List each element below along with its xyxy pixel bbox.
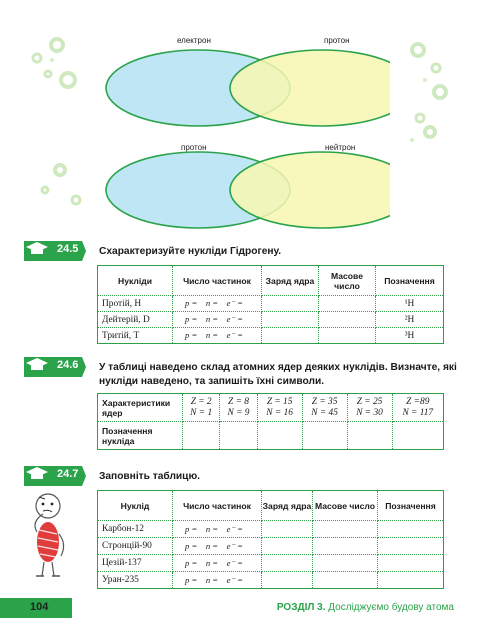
- thinking-character-illustration: [22, 492, 80, 582]
- header-symbol: Позначення: [376, 266, 444, 296]
- answer-cell[interactable]: [220, 422, 257, 450]
- row-particles: p = n = e⁻ =: [173, 296, 262, 312]
- section-title: [277, 602, 454, 613]
- n-value: N = 117: [402, 407, 434, 418]
- row-symbol: ³H: [376, 328, 444, 344]
- row-particles: p = n = e⁻ =: [173, 555, 262, 572]
- answer-cell[interactable]: [313, 521, 378, 538]
- row-label-characteristics: Характеристики ядер: [98, 394, 183, 422]
- answer-cell-mass[interactable]: [319, 296, 376, 312]
- row-particles: p = n = e⁻ =: [173, 538, 262, 555]
- z-value: Z = 35: [311, 396, 338, 407]
- z-value: Z = 8: [228, 396, 249, 407]
- header-particles: Число частинок: [173, 266, 262, 296]
- answer-cell[interactable]: [262, 555, 313, 572]
- answer-cell[interactable]: [262, 521, 313, 538]
- task-number: 24.7: [57, 468, 79, 480]
- row-particles: p = n = e⁻ =: [173, 521, 262, 538]
- task-24-6-text-line2: нукліди наведено, та запишіть їхні символи.: [99, 376, 325, 387]
- row-particles: p = n = e⁻ =: [173, 312, 262, 328]
- answer-cell-mass[interactable]: [319, 312, 376, 328]
- nucleus-column: [302, 394, 347, 422]
- row-particles: p = n = e⁻ =: [173, 328, 262, 344]
- header-particles: Число частинок: [173, 491, 262, 521]
- answer-cell[interactable]: [378, 572, 444, 589]
- task-number: 24.6: [57, 359, 79, 371]
- nucleus-column: [347, 394, 392, 422]
- header-mass: Масове число: [319, 266, 376, 296]
- n-value: N = 16: [266, 407, 293, 418]
- n-value: N = 30: [356, 407, 383, 418]
- header-charge: Заряд ядра: [262, 491, 313, 521]
- answer-cell-mass[interactable]: [319, 328, 376, 344]
- answer-cell[interactable]: [313, 555, 378, 572]
- section-label: РОЗДІЛ 3.: [276, 602, 326, 613]
- page-number: 104: [30, 601, 49, 613]
- answer-cell[interactable]: [262, 538, 313, 555]
- task-24-6-text-line1: У таблиці наведено склад атомних ядер деяких нуклідів. Визначте, які: [99, 362, 457, 373]
- venn2-left-label: протон: [181, 143, 207, 152]
- answer-cell[interactable]: [313, 572, 378, 589]
- task-24-7-text: Заповніть таблицю.: [99, 471, 200, 482]
- nucleus-column: [183, 394, 220, 422]
- answer-cell[interactable]: [378, 538, 444, 555]
- answer-cell-charge[interactable]: [262, 296, 319, 312]
- nucleus-column: [220, 394, 257, 422]
- answer-cell[interactable]: [302, 422, 347, 450]
- row-name: Цезій-137: [98, 555, 173, 572]
- z-value: Z = 15: [266, 396, 293, 407]
- answer-cell-charge[interactable]: [262, 328, 319, 344]
- answer-cell[interactable]: [313, 538, 378, 555]
- z-value: Z = 25: [356, 396, 383, 407]
- header-charge: Заряд ядра: [262, 266, 319, 296]
- row-label-symbol: Позначення нукліда: [98, 422, 183, 450]
- answer-cell[interactable]: [262, 572, 313, 589]
- row-particles: p = n = e⁻ =: [173, 572, 262, 589]
- nucleus-column: [257, 394, 302, 422]
- table-24-7: [97, 490, 444, 589]
- answer-cell[interactable]: [257, 422, 302, 450]
- section-name: Досліджуємо будову атома: [328, 602, 454, 613]
- answer-cell-charge[interactable]: [262, 312, 319, 328]
- answer-cell[interactable]: [378, 521, 444, 538]
- answer-cell[interactable]: [347, 422, 392, 450]
- row-symbol: ²H: [376, 312, 444, 328]
- header-nuclides: Нукліди: [98, 266, 173, 296]
- row-name: Дейтерій, D: [98, 312, 173, 328]
- row-name: Уран-235: [98, 572, 173, 589]
- row-name: Стронцій-90: [98, 538, 173, 555]
- n-value: N = 1: [190, 407, 213, 418]
- answer-cell[interactable]: [378, 555, 444, 572]
- nucleus-column: [392, 394, 443, 422]
- header-mass: Масове число: [313, 491, 378, 521]
- answer-cell[interactable]: [183, 422, 220, 450]
- answer-cell[interactable]: [392, 422, 443, 450]
- row-symbol: ¹H: [376, 296, 444, 312]
- n-value: N = 9: [227, 407, 250, 418]
- venn2-right-label: нейтрон: [325, 143, 356, 152]
- n-value: N = 45: [311, 407, 338, 418]
- row-name: Карбон-12: [98, 521, 173, 538]
- table-24-6: [97, 393, 444, 450]
- venn1-right-label: протон: [324, 36, 350, 45]
- z-value: Z = 2: [190, 396, 212, 407]
- task-number: 24.5: [57, 243, 79, 255]
- task-24-5-text: Схарактеризуйте нукліди Гідрогену.: [99, 246, 282, 257]
- header-nuclide: Нуклід: [98, 491, 173, 521]
- header-symbol: Позначення: [378, 491, 444, 521]
- row-name: Тритій, Т: [98, 328, 173, 344]
- table-24-5: [97, 265, 444, 344]
- venn-diagram-2: [100, 150, 390, 240]
- row-name: Протій, Н: [98, 296, 173, 312]
- z-value: Z =89: [406, 396, 430, 407]
- venn1-left-label: електрон: [177, 36, 211, 45]
- venn-diagram-1: [100, 44, 390, 134]
